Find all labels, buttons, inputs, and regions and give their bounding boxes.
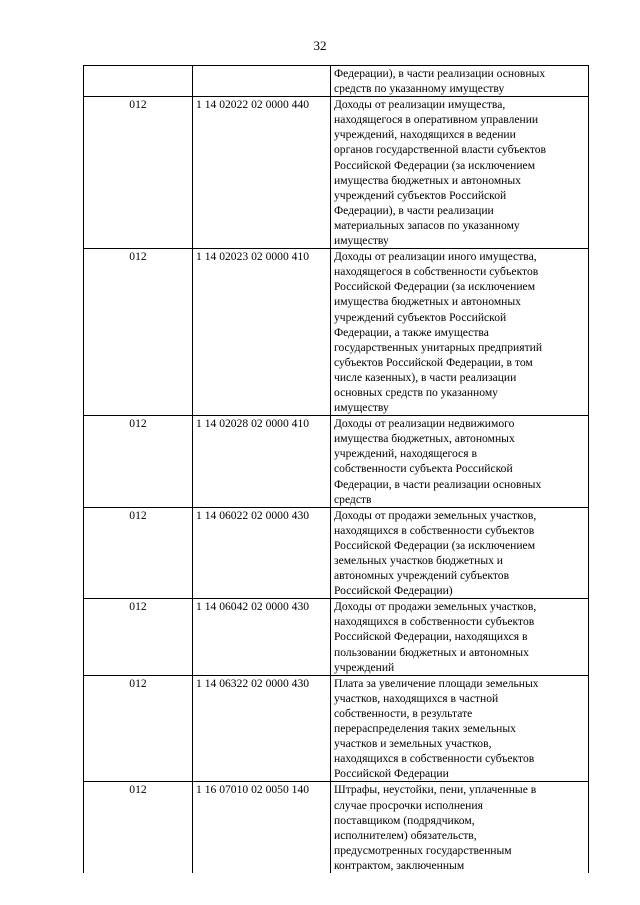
description-line: Доходы от продажи земельных участков, bbox=[334, 508, 537, 522]
description-cell bbox=[331, 416, 589, 508]
description-line: Федерации, в части реализации основных bbox=[334, 477, 542, 491]
description-line: имуществу bbox=[334, 401, 389, 415]
description-line: поставщиком (подрядчиком, bbox=[334, 813, 475, 827]
table-row bbox=[84, 507, 589, 599]
description-line: участков и земельных участков, bbox=[334, 737, 492, 751]
description-cell bbox=[331, 675, 589, 782]
admin-code-cell: 012 bbox=[84, 675, 193, 782]
description-line: Доходы от реализации недвижимого bbox=[334, 417, 515, 431]
description-line: средств по указанному имуществу bbox=[334, 82, 505, 96]
admin-code-cell: 012 bbox=[84, 416, 193, 508]
description-line: случае просрочки исполнения bbox=[334, 798, 483, 812]
description-cell bbox=[331, 66, 589, 97]
description-line: контрактом, заключенным bbox=[334, 858, 465, 872]
table-row bbox=[84, 249, 589, 416]
table-row bbox=[84, 66, 589, 97]
description-line: материальных запасов по указанному bbox=[334, 218, 520, 232]
description-line: пользовании бюджетных и автономных bbox=[334, 645, 529, 659]
description-line: Доходы от продажи земельных участков, bbox=[334, 600, 537, 614]
description-line: находящихся в собственности субъектов bbox=[334, 615, 535, 629]
description-line: собственности субъекта Российской bbox=[334, 462, 513, 476]
revenue-code-cell: 1 14 06042 02 0000 430 bbox=[193, 599, 331, 675]
description-line: государственных унитарных предприятий bbox=[334, 340, 543, 354]
description-line: средств bbox=[334, 492, 372, 506]
description-line: Российской Федерации (за исключением bbox=[334, 158, 536, 172]
revenue-code-cell: 1 14 06022 02 0000 430 bbox=[193, 507, 331, 599]
revenue-code-cell: 1 14 02022 02 0000 440 bbox=[193, 97, 331, 249]
revenue-code-cell: 1 14 06322 02 0000 430 bbox=[193, 675, 331, 782]
description-line: имуществу bbox=[334, 234, 389, 248]
table-row bbox=[84, 97, 589, 249]
description-line: Плата за увеличение площади земельных bbox=[334, 676, 539, 690]
description-line: Российской Федерации) bbox=[334, 584, 453, 598]
page-number: 32 bbox=[313, 38, 327, 53]
table-row bbox=[84, 416, 589, 508]
description-line: участков, находящихся в частной bbox=[334, 691, 499, 705]
table-row bbox=[84, 599, 589, 675]
table-row bbox=[84, 782, 589, 873]
description-cell bbox=[331, 249, 589, 416]
description-line: находящегося в оперативном управлении bbox=[334, 113, 539, 127]
description-line: исполнителем) обязательств, bbox=[334, 828, 477, 842]
description-line: Штрафы, неустойки, пени, уплаченные в bbox=[334, 783, 537, 797]
revenue-codes-table bbox=[83, 65, 589, 873]
description-line: имущества бюджетных и автономных bbox=[334, 173, 521, 187]
admin-code-cell: 012 bbox=[84, 97, 193, 249]
description-line: учреждений субъектов Российской bbox=[334, 188, 507, 202]
admin-code-cell: 012 bbox=[84, 507, 193, 599]
description-line: учреждений bbox=[334, 660, 395, 674]
description-line: Доходы от реализации имущества, bbox=[334, 98, 506, 112]
description-line: Российской Федерации (за исключением bbox=[334, 280, 536, 294]
description-line: основных средств по указанному bbox=[334, 385, 498, 399]
description-cell bbox=[331, 782, 589, 873]
table-row bbox=[84, 675, 589, 782]
description-line: предусмотренных государственным bbox=[334, 843, 512, 857]
description-line: автономных учреждений субъектов bbox=[334, 569, 510, 583]
description-line: Федерации), в части реализации bbox=[334, 203, 494, 217]
admin-code-cell: 012 bbox=[84, 599, 193, 675]
description-line: земельных участков бюджетных и bbox=[334, 554, 504, 567]
description-cell bbox=[331, 97, 589, 249]
description-line: Российской Федерации bbox=[334, 767, 449, 781]
admin-code-cell: 012 bbox=[84, 249, 193, 416]
description-line: Доходы от реализации иного имущества, bbox=[334, 250, 537, 264]
description-line: находящихся в собственности субъектов bbox=[334, 752, 535, 766]
description-line: органов государственной власти субъектов bbox=[334, 143, 547, 157]
description-line: Российской Федерации (за исключением bbox=[334, 538, 536, 552]
revenue-code-cell: 1 16 07010 02 0050 140 bbox=[193, 782, 331, 873]
description-line: собственности, в результате bbox=[334, 706, 473, 720]
revenue-code-cell bbox=[193, 66, 331, 97]
description-cell bbox=[331, 507, 589, 599]
description-line: Российской Федерации, находящихся в bbox=[334, 630, 528, 644]
description-line: находящихся в собственности субъектов bbox=[334, 523, 535, 537]
revenue-code-cell: 1 14 02023 02 0000 410 bbox=[193, 249, 331, 416]
description-line: Федерации, а также имущества bbox=[334, 325, 489, 339]
description-line: учреждений, находящихся в ведении bbox=[334, 128, 516, 142]
admin-code-cell bbox=[84, 66, 193, 97]
description-line: находящегося в собственности субъектов bbox=[334, 265, 539, 279]
admin-code-cell: 012 bbox=[84, 782, 193, 873]
description-line: Федерации), в части реализации основных bbox=[334, 67, 546, 80]
description-line: субъектов Российской Федерации, в том bbox=[334, 355, 533, 369]
revenue-code-cell: 1 14 02028 02 0000 410 bbox=[193, 416, 331, 508]
description-line: учреждений, находящегося в bbox=[334, 447, 477, 461]
description-line: числе казенных), в части реализации bbox=[334, 370, 517, 384]
description-cell bbox=[331, 599, 589, 675]
description-line: перераспределения таких земельных bbox=[334, 722, 516, 736]
description-line: имущества бюджетных, автономных bbox=[334, 432, 515, 446]
description-line: имущества бюджетных и автономных bbox=[334, 295, 521, 309]
description-line: учреждений субъектов Российской bbox=[334, 310, 507, 324]
